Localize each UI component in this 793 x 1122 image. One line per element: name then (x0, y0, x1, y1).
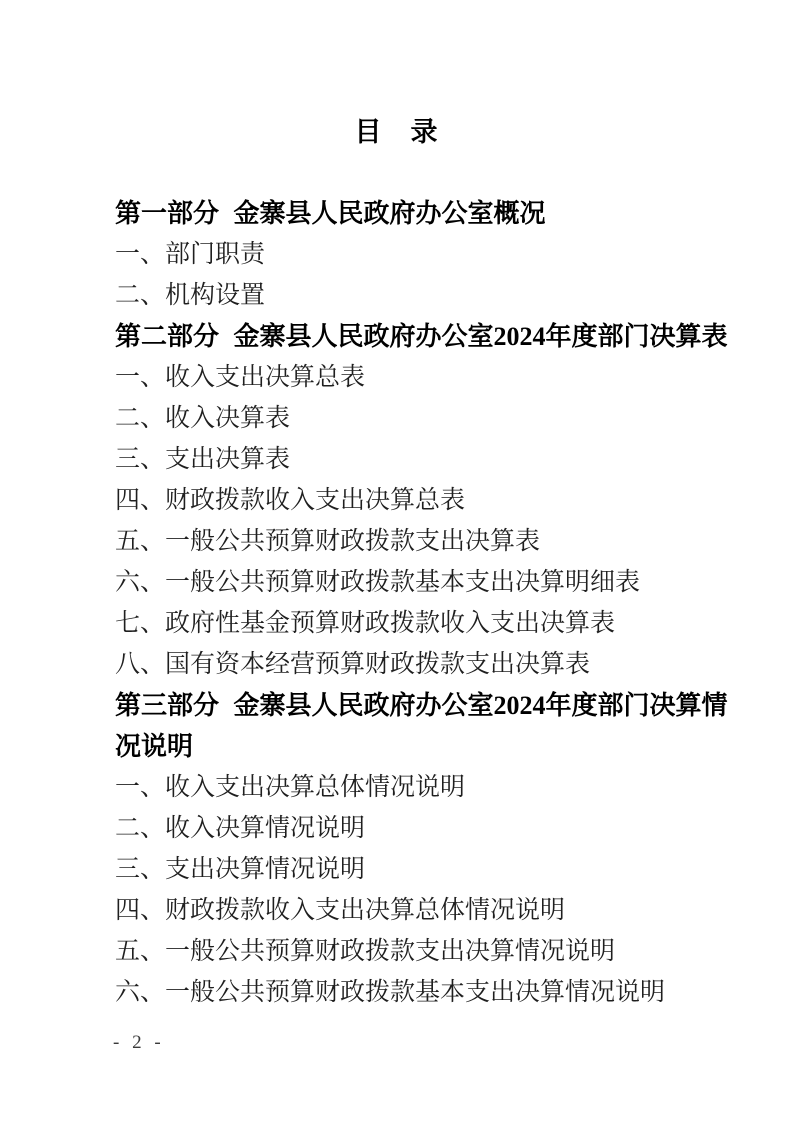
part3-heading-line2: 况说明 (115, 732, 194, 761)
part1-item-1: 一、部门职责 (115, 241, 266, 268)
part2-item-4: 四、财政拨款收入支出决算总表 (115, 487, 466, 514)
part2-item-6: 六、一般公共预算财政拨款基本支出决算明细表 (115, 569, 641, 596)
part2-item-5: 五、一般公共预算财政拨款支出决算表 (115, 528, 541, 555)
page-number: - 2 - (113, 1032, 165, 1053)
part3-item-6: 六、一般公共预算财政拨款基本支出决算情况说明 (115, 979, 666, 1006)
part2-item-3: 三、支出决算表 (115, 446, 291, 473)
part3-item-3: 三、支出决算情况说明 (115, 856, 366, 883)
part2-item-8: 八、国有资本经营预算财政拨款支出决算表 (115, 651, 591, 678)
toc-title: 目 录 (354, 117, 439, 147)
part1-heading: 第一部分 金寨县人民政府办公室概况 (115, 199, 546, 228)
part2-item-2: 二、收入决算表 (115, 405, 291, 432)
part3-item-1: 一、收入支出决算总体情况说明 (115, 774, 466, 801)
part1-item-2: 二、机构设置 (115, 282, 266, 309)
toc-list (115, 193, 728, 1013)
part2-heading: 第二部分 金寨县人民政府办公室2024年度部门决算表 (115, 322, 728, 351)
part3-item-2: 二、收入决算情况说明 (115, 815, 366, 842)
part3-heading-line1: 第三部分 金寨县人民政府办公室2024年度部门决算情 (115, 691, 728, 720)
part2-item-1: 一、收入支出决算总表 (115, 364, 366, 391)
part2-item-7: 七、政府性基金预算财政拨款收入支出决算表 (115, 610, 616, 637)
part3-item-5: 五、一般公共预算财政拨款支出决算情况说明 (115, 938, 616, 965)
part3-item-4: 四、财政拨款收入支出决算总体情况说明 (115, 897, 566, 924)
